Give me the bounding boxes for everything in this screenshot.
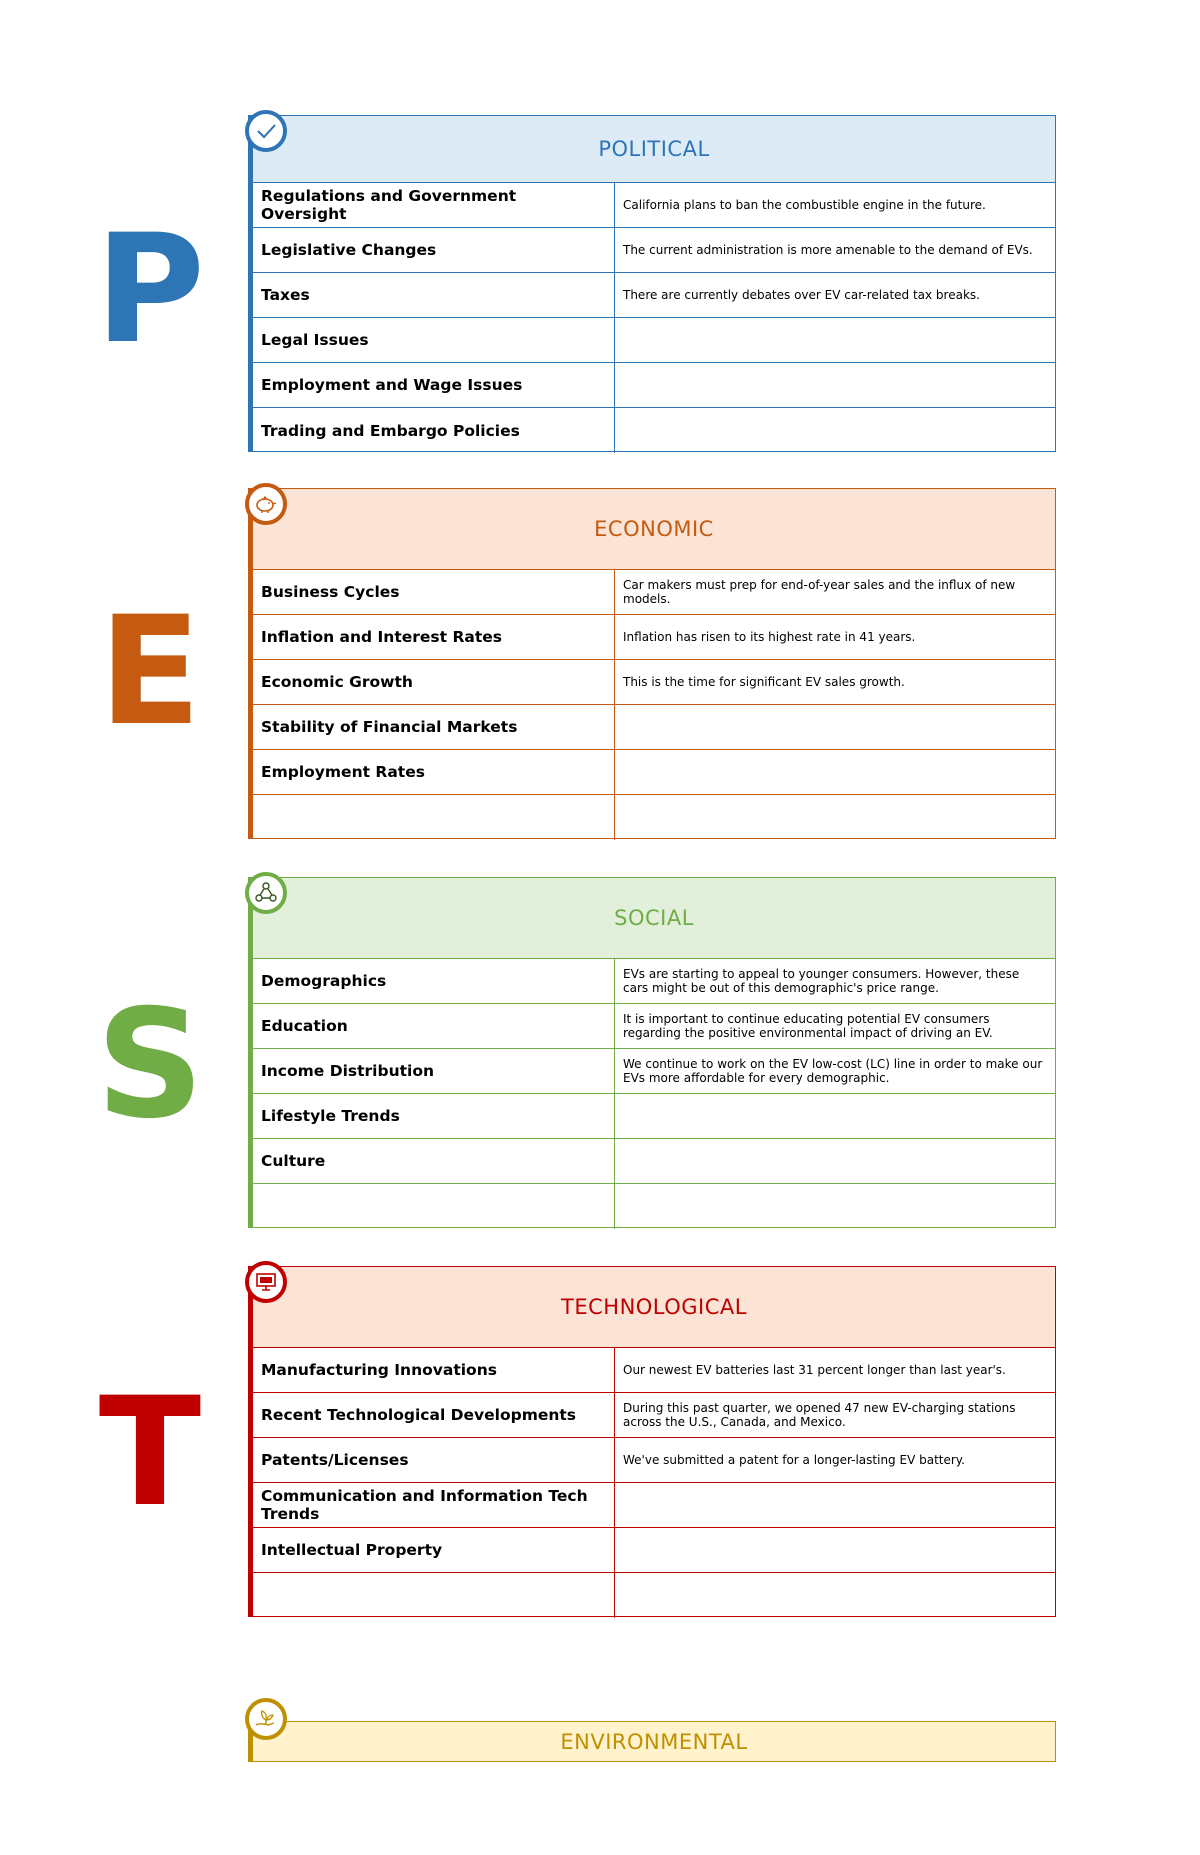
factor-label: Regulations and Government Oversight	[253, 183, 615, 227]
factor-note[interactable]	[615, 795, 1055, 840]
factor-note[interactable]	[615, 1528, 1055, 1572]
factor-note[interactable]: We've submitted a patent for a longer-lasting EV battery.	[623, 1453, 965, 1467]
table-row	[253, 570, 1055, 615]
table-row	[253, 750, 1055, 795]
factor-label: Manufacturing Innovations	[253, 1348, 615, 1392]
factor-note[interactable]: It is important to continue educating potential EV consumers regarding the positive environmental impact of driving an EV.	[623, 1012, 993, 1040]
leaf-hand-icon	[245, 1698, 287, 1740]
social-title: SOCIAL	[614, 906, 694, 930]
factor-note[interactable]: EVs are starting to appeal to younger consumers. However, these cars might be out of this demographic's price range.	[623, 967, 1020, 995]
factor-note[interactable]: California plans to ban the combustible engine in the future.	[623, 198, 986, 212]
factor-note[interactable]: Car makers must prep for end-of-year sales and the influx of new models.	[623, 578, 1016, 606]
factor-note[interactable]	[615, 1139, 1055, 1183]
table-row	[253, 228, 1055, 273]
factor-label: Employment Rates	[253, 750, 615, 794]
factor-label: Business Cycles	[253, 570, 615, 614]
computer-monitor-icon	[245, 1261, 287, 1303]
factor-label: Stability of Financial Markets	[253, 705, 615, 749]
political-header	[253, 116, 1055, 183]
table-row	[253, 1049, 1055, 1094]
factor-label[interactable]	[253, 795, 615, 840]
factor-label: Inflation and Interest Rates	[253, 615, 615, 659]
checkmark-icon	[245, 110, 287, 152]
pest-letter-s: S	[95, 978, 205, 1152]
table-row	[253, 705, 1055, 750]
factor-label[interactable]	[253, 1573, 615, 1618]
factor-label: Legislative Changes	[253, 228, 615, 272]
factor-label: Economic Growth	[253, 660, 615, 704]
table-row	[253, 183, 1055, 228]
factor-label: Trading and Embargo Policies	[253, 408, 615, 453]
table-row	[253, 1139, 1055, 1184]
pest-letter-t: T	[98, 1366, 202, 1540]
factor-label: Income Distribution	[253, 1049, 615, 1093]
table-row	[253, 795, 1055, 840]
factor-note[interactable]	[615, 363, 1055, 407]
table-row	[253, 959, 1055, 1004]
technological-header	[253, 1267, 1055, 1348]
table-row	[253, 1483, 1055, 1528]
economic-section	[248, 488, 1056, 839]
political-section	[248, 115, 1056, 452]
technological-section	[248, 1266, 1056, 1617]
factor-label: Education	[253, 1004, 615, 1048]
factor-note[interactable]	[615, 1184, 1055, 1229]
factor-note[interactable]	[615, 1573, 1055, 1618]
factor-note[interactable]: We continue to work on the EV low-cost (LC) line in order to make our EVs more affordable for every demographic.	[623, 1057, 1043, 1085]
table-row	[253, 1184, 1055, 1229]
piggy-bank-icon	[245, 483, 287, 525]
table-row	[253, 273, 1055, 318]
table-row	[253, 1348, 1055, 1393]
factor-label: Taxes	[253, 273, 615, 317]
factor-note[interactable]: During this past quarter, we opened 47 new EV-charging stations across the U.S., Canada, and Mexico.	[623, 1401, 1016, 1429]
factor-label[interactable]	[253, 1184, 615, 1229]
factor-label: Patents/Licenses	[253, 1438, 615, 1482]
environmental-header	[253, 1722, 1055, 1761]
factor-note[interactable]	[615, 408, 1055, 453]
factor-note[interactable]	[615, 705, 1055, 749]
economic-title: ECONOMIC	[594, 517, 714, 541]
table-row	[253, 1438, 1055, 1483]
factor-note[interactable]: Inflation has risen to its highest rate in 41 years.	[623, 630, 916, 644]
table-row	[253, 408, 1055, 453]
factor-label: Communication and Information Tech Trends	[253, 1483, 615, 1527]
table-row	[253, 1528, 1055, 1573]
social-section	[248, 877, 1056, 1228]
table-row	[253, 363, 1055, 408]
factor-label: Demographics	[253, 959, 615, 1003]
table-row	[253, 1004, 1055, 1049]
economic-header	[253, 489, 1055, 570]
table-row	[253, 660, 1055, 705]
table-row	[253, 1094, 1055, 1139]
factor-label: Employment and Wage Issues	[253, 363, 615, 407]
environmental-section	[248, 1721, 1056, 1762]
factor-label: Lifestyle Trends	[253, 1094, 615, 1138]
table-row	[253, 318, 1055, 363]
technological-title: TECHNOLOGICAL	[561, 1295, 747, 1319]
pest-letter-p: P	[95, 203, 205, 377]
table-row	[253, 1393, 1055, 1438]
people-network-icon	[245, 872, 287, 914]
factor-note[interactable]	[615, 318, 1055, 362]
factor-label: Intellectual Property	[253, 1528, 615, 1572]
factor-note[interactable]	[615, 1483, 1055, 1527]
environmental-title: ENVIRONMENTAL	[560, 1729, 748, 1754]
social-header	[253, 878, 1055, 959]
factor-note[interactable]: This is the time for significant EV sales growth.	[623, 675, 905, 689]
political-title: POLITICAL	[598, 137, 710, 161]
factor-label: Recent Technological Developments	[253, 1393, 615, 1437]
factor-note[interactable]	[615, 1094, 1055, 1138]
pest-letter-e: E	[98, 585, 202, 759]
factor-label: Culture	[253, 1139, 615, 1183]
factor-note[interactable]: There are currently debates over EV car-related tax breaks.	[623, 288, 980, 302]
table-row	[253, 1573, 1055, 1618]
factor-label: Legal Issues	[253, 318, 615, 362]
factor-note[interactable]: Our newest EV batteries last 31 percent longer than last year's.	[623, 1363, 1006, 1377]
table-row	[253, 615, 1055, 660]
factor-note[interactable]	[615, 750, 1055, 794]
factor-note[interactable]: The current administration is more amenable to the demand of EVs.	[623, 243, 1033, 257]
